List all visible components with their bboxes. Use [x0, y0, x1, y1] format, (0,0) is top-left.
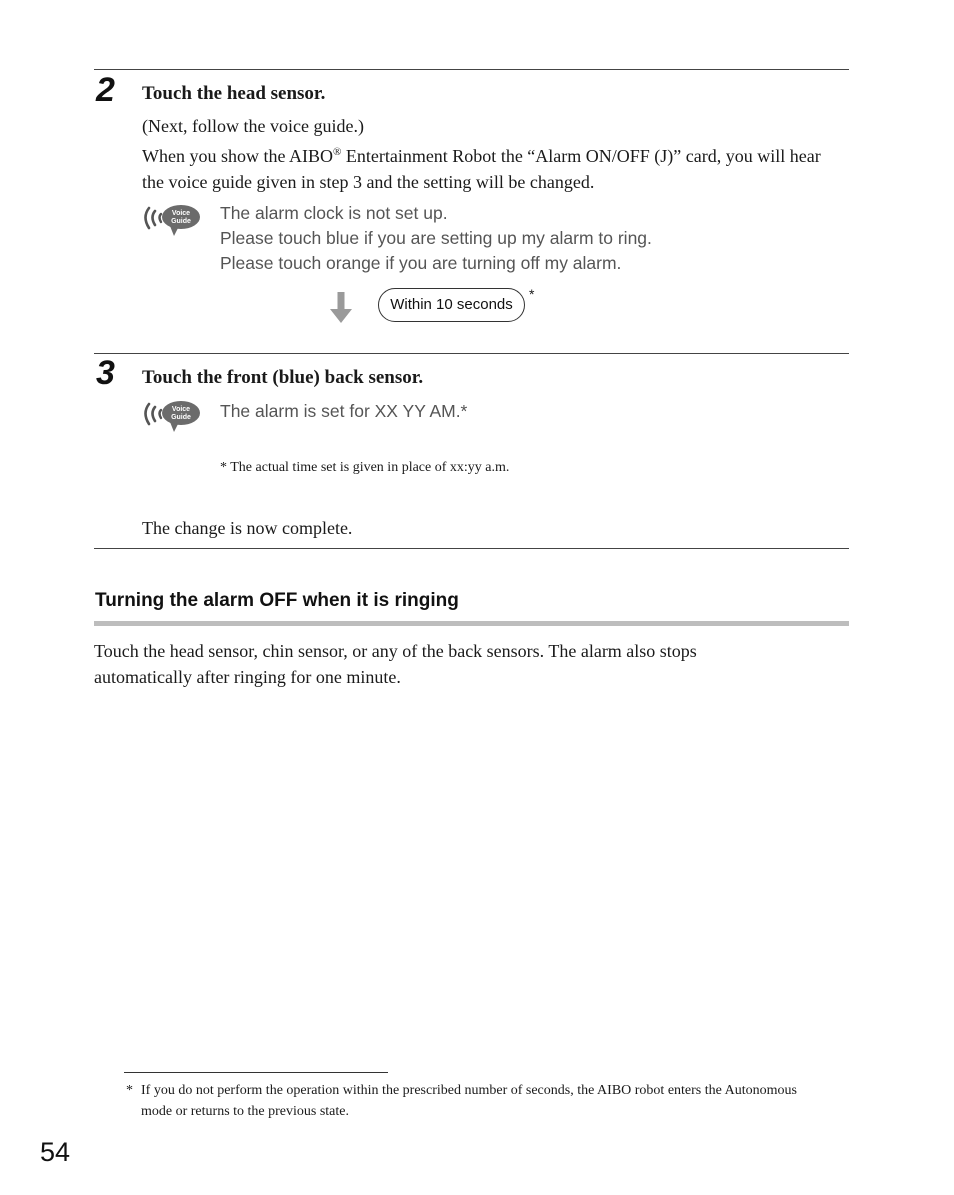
within-10-seconds-label: Within 10 seconds — [378, 288, 525, 322]
voice-guide-icon — [140, 202, 204, 240]
step-2-voice-line-1: The alarm clock is not set up. — [220, 203, 448, 223]
step-3-title: Touch the front (blue) back sensor. — [142, 367, 424, 388]
step-3-time-note: * The actual time set is given in place of xx:yy a.m. — [220, 460, 510, 475]
timer-asterisk: * — [529, 286, 535, 302]
down-arrow-icon — [328, 291, 354, 325]
step3-top-rule — [94, 353, 849, 354]
footnote-mark: * — [126, 1083, 133, 1098]
section-heading: Turning the alarm OFF when it is ringing — [95, 590, 459, 611]
step-2-paragraph-start: When you show the AIBO — [142, 146, 333, 166]
step-2-voice-line-2: Please touch blue if you are setting up my alarm to ring. — [220, 228, 652, 248]
step-2-paragraph — [142, 143, 842, 195]
step-2-paragraph-end: Entertainment Robot the “Alarm ON/OFF (J)” card, you will hear the voice guide given in step 3 and the setting will be changed. — [142, 146, 821, 192]
section-body: Touch the head sensor, chin sensor, or any of the back sensors. The alarm also stops automatically after ringing for one minute. — [94, 641, 697, 687]
step-2-note: (Next, follow the voice guide.) — [142, 116, 364, 136]
registered-mark: ® — [332, 146, 342, 158]
step-2-voice-line-3: Please touch orange if you are turning off my alarm. — [220, 253, 622, 273]
page-number: 54 — [40, 1137, 71, 1167]
voice-icon-label-top: Voice — [171, 406, 191, 413]
section-divider — [94, 621, 849, 626]
voice-guide-icon — [140, 398, 204, 436]
step3-bottom-rule — [94, 548, 849, 549]
step-2-title: Touch the head sensor. — [142, 83, 326, 104]
footnote-text: If you do not perform the operation within the prescribed number of seconds, the AIBO robot enters the Autonomous mode or returns to the previous state. — [141, 1083, 797, 1119]
voice-icon-label-top: Voice — [171, 210, 191, 217]
change-complete-text: The change is now complete. — [142, 518, 353, 538]
voice-icon-label-bottom: Guide — [171, 218, 191, 225]
step-2-number: 2 — [96, 71, 115, 109]
step-3-number: 3 — [96, 354, 115, 392]
footnote-rule — [124, 1072, 388, 1073]
step-3-voice-line: The alarm is set for XX YY AM.* — [220, 401, 468, 421]
voice-icon-label-bottom: Guide — [171, 414, 191, 421]
step2-top-rule — [94, 69, 849, 70]
